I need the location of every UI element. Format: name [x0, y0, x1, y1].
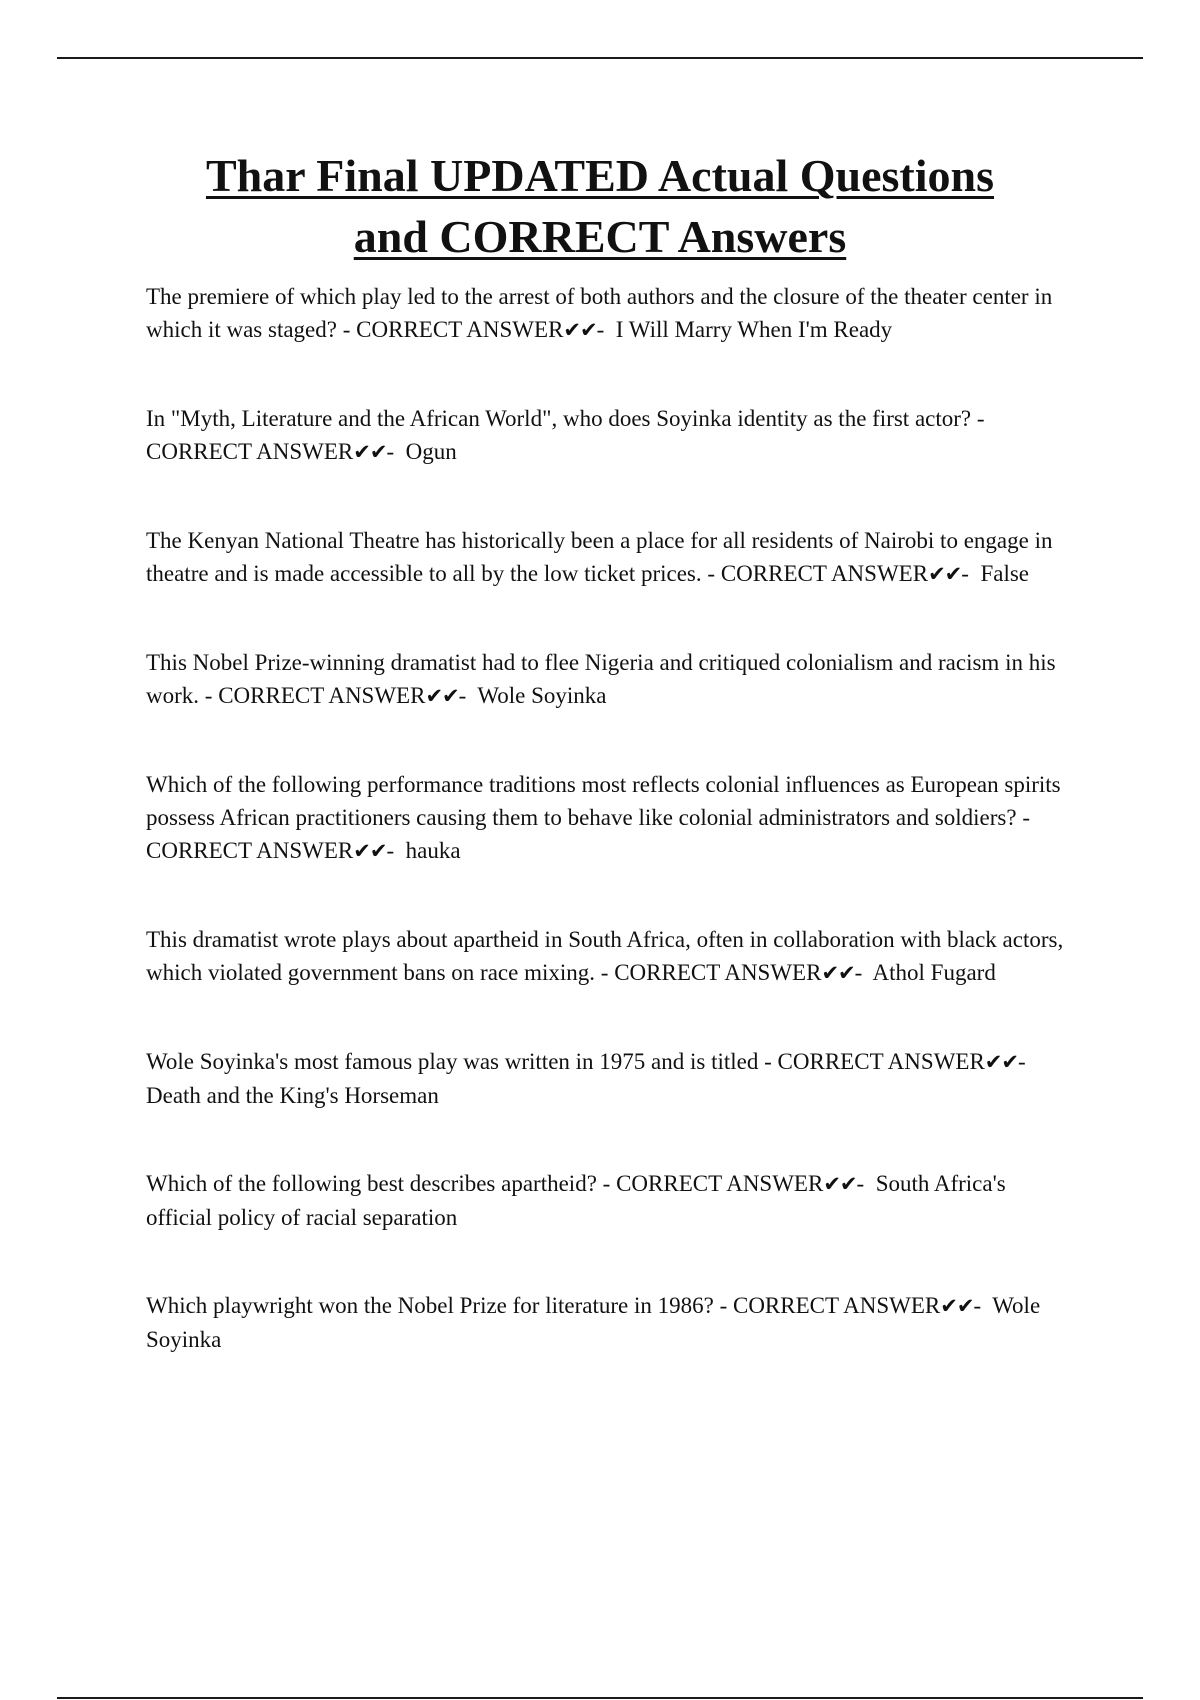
- answer-marker: CORRECT ANSWER: [218, 683, 426, 708]
- answer-marker: CORRECT ANSWER: [146, 838, 354, 863]
- check-marks-icon: ✔✔: [353, 440, 387, 464]
- answer-text: I Will Marry When I'm Ready: [615, 317, 893, 342]
- answer-marker: CORRECT ANSWER: [146, 439, 354, 464]
- check-marks-icon: ✔✔: [984, 1050, 1018, 1074]
- answer-marker: CORRECT ANSWER: [720, 561, 929, 586]
- answer-text: Athol Fugard: [872, 960, 996, 985]
- check-marks-icon: ✔✔: [353, 839, 387, 863]
- question-text: This Nobel Prize-winning dramatist had to flee Nigeria and critiqued colonialism and racism in his work.: [146, 650, 1056, 708]
- qa-item: The premiere of which play led to the arrest of both authors and the closure of the theater center in which it was staged? - CORRECT ANSWER✔✔- I Will Marry When I'm Ready: [146, 284, 1053, 342]
- qa-item: Which of the following performance traditions most reflects colonial influences as European spirits possess African practitioners causing them to behave like colonial administrators and soldiers? - CORRECT ANSWER✔✔- hauka: [146, 772, 1061, 863]
- question-text: Wole Soyinka's most famous play was written in 1975 and is titled: [146, 1049, 759, 1074]
- document-title: [100, 145, 1100, 267]
- answer-text: Wole Soyinka: [477, 683, 607, 708]
- qa-item: This Nobel Prize-winning dramatist had to flee Nigeria and critiqued colonialism and racism in his work. - CORRECT ANSWER✔✔- Wole Soyinka: [146, 650, 1056, 708]
- question-text: Which of the following performance traditions most reflects colonial influences as European spirits possess African practitioners causing them to behave like colonial administrators and soldiers?: [146, 772, 1061, 830]
- question-text: Which of the following best describes apartheid?: [146, 1171, 597, 1196]
- bottom-divider: [57, 1697, 1143, 1699]
- answer-text: Death and the King's Horseman: [146, 1083, 439, 1108]
- question-text: In "Myth, Literature and the African World", who does Soyinka identity as the first actor?: [146, 406, 972, 431]
- answer-text: False: [980, 561, 1029, 586]
- check-marks-icon: ✔✔: [940, 1294, 974, 1318]
- qa-item: Which playwright won the Nobel Prize for literature in 1986? - CORRECT ANSWER✔✔- Wole Soyinka: [146, 1293, 1041, 1352]
- check-marks-icon: ✔✔: [563, 318, 597, 342]
- answer-text: South Africa's official policy of racial separation: [146, 1171, 1006, 1230]
- qa-item: In "Myth, Literature and the African World", who does Soyinka identity as the first actor? - CORRECT ANSWER✔✔- Ogun: [146, 406, 985, 464]
- answer-marker: CORRECT ANSWER: [616, 1171, 824, 1196]
- title-line-2: and CORRECT Answers: [353, 211, 847, 262]
- check-marks-icon: ✔✔: [425, 684, 459, 708]
- answer-text: hauka: [405, 838, 461, 863]
- answer-text: Ogun: [405, 439, 457, 464]
- answer-marker: CORRECT ANSWER: [614, 960, 822, 985]
- top-divider: [57, 57, 1143, 59]
- question-text: The Kenyan National Theatre has historically been a place for all residents of Nairobi to engage in theatre and is made accessible to all by the low ticket prices.: [146, 528, 1053, 586]
- qa-item: Wole Soyinka's most famous play was written in 1975 and is titled - CORRECT ANSWER✔✔- Death and the King's Horseman: [146, 1049, 1032, 1108]
- answer-marker: CORRECT ANSWER: [777, 1049, 985, 1074]
- question-text: Which playwright won the Nobel Prize for literature in 1986?: [146, 1293, 714, 1318]
- qa-item: The Kenyan National Theatre has historically been a place for all residents of Nairobi to engage in theatre and is made accessible to all by the low ticket prices. - CORRECT ANSWER✔✔- False: [146, 528, 1053, 586]
- qa-list: [146, 280, 1076, 1411]
- question-text: The premiere of which play led to the arrest of both authors and the closure of the theater center in which it was staged?: [146, 284, 1053, 342]
- qa-item: This dramatist wrote plays about apartheid in South Africa, often in collaboration with black actors, which violated government bans on race mixing. - CORRECT ANSWER✔✔- Athol Fugard: [146, 927, 1064, 985]
- check-marks-icon: ✔✔: [928, 562, 962, 586]
- check-marks-icon: ✔✔: [823, 1172, 857, 1196]
- answer-marker: CORRECT ANSWER: [732, 1293, 941, 1318]
- answer-marker: CORRECT ANSWER: [356, 317, 564, 342]
- check-marks-icon: ✔✔: [821, 961, 855, 985]
- question-text: This dramatist wrote plays about apartheid in South Africa, often in collaboration with black actors, which violated government bans on race mixing.: [146, 927, 1064, 985]
- answer-text: Wole Soyinka: [146, 1293, 1041, 1352]
- title-line-1: Thar Final UPDATED Actual Questions: [205, 150, 995, 201]
- qa-item: Which of the following best describes apartheid? - CORRECT ANSWER✔✔- South Africa's official policy of racial separation: [146, 1171, 1006, 1230]
